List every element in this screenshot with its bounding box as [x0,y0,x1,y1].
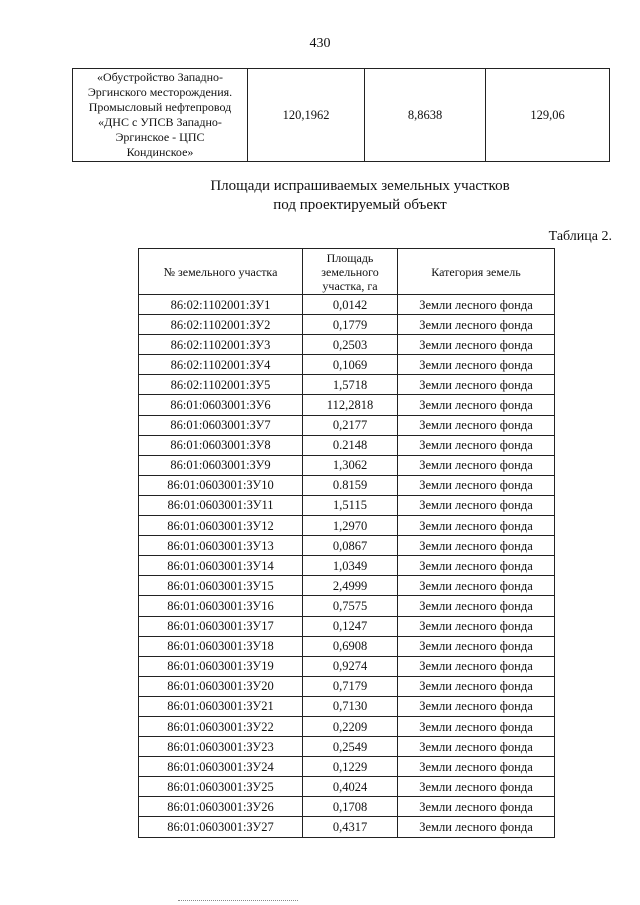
plot-number-cell: 86:01:0603001:ЗУ11 [139,495,303,515]
summary-value-2: 8,8638 [365,69,486,162]
object-name-cell [73,69,248,162]
plot-area-cell: 0,7130 [303,696,398,716]
plot-number-cell: 86:01:0603001:ЗУ16 [139,596,303,616]
summary-value-1: 120,1962 [248,69,365,162]
plot-number-cell: 86:01:0603001:ЗУ20 [139,676,303,696]
table-row [139,455,555,475]
plot-number-cell: 86:02:1102001:ЗУ4 [139,355,303,375]
section-heading [180,177,540,215]
plot-area-cell: 0,7575 [303,596,398,616]
plot-number-cell: 86:02:1102001:ЗУ5 [139,375,303,395]
header-category: Категория земель [398,249,555,295]
table-row [139,315,555,335]
table-row [139,395,555,415]
table-row [139,656,555,676]
table-row [139,696,555,716]
table-body [139,295,555,838]
plot-category-cell: Земли лесного фонда [398,757,555,777]
table-caption: Таблица 2. [548,229,612,244]
page-number: 430 [309,36,331,51]
plot-area-cell: 0.2148 [303,435,398,455]
plot-area-cell: 0,9274 [303,656,398,676]
plot-category-cell: Земли лесного фонда [398,777,555,797]
plot-category-cell: Земли лесного фонда [398,375,555,395]
summary-table [72,68,610,162]
plot-area-cell: 0,4024 [303,777,398,797]
table-row [139,596,555,616]
table-row [139,576,555,596]
plot-number-cell: 86:01:0603001:ЗУ12 [139,516,303,536]
plot-area-cell: 1,5115 [303,495,398,515]
object-name-line: «Обустройство Западно- [96,70,224,84]
plot-category-cell: Земли лесного фонда [398,737,555,757]
plot-category-cell: Земли лесного фонда [398,395,555,415]
table-row [139,757,555,777]
plot-number-cell: 86:02:1102001:ЗУ3 [139,335,303,355]
plot-area-cell: 0,1229 [303,757,398,777]
plot-area-cell: 0,1247 [303,616,398,636]
table-row [139,516,555,536]
plot-area-cell: 0,0867 [303,536,398,556]
table-row [139,335,555,355]
plot-category-cell: Земли лесного фонда [398,656,555,676]
plot-category-cell: Земли лесного фонда [398,636,555,656]
table-header-row [139,249,555,295]
plot-number-cell: 86:01:0603001:ЗУ14 [139,556,303,576]
plot-number-cell: 86:01:0603001:ЗУ15 [139,576,303,596]
header-area-line: земельного [321,264,379,279]
plot-number-cell: 86:01:0603001:ЗУ8 [139,435,303,455]
header-area [303,249,398,295]
plot-number-cell: 86:01:0603001:ЗУ19 [139,656,303,676]
plot-category-cell: Земли лесного фонда [398,556,555,576]
plot-area-cell: 0,6908 [303,636,398,656]
plot-area-cell: 0,1069 [303,355,398,375]
table-row [139,415,555,435]
table-row [139,556,555,576]
plot-number-cell: 86:01:0603001:ЗУ9 [139,455,303,475]
plot-number-cell: 86:01:0603001:ЗУ23 [139,737,303,757]
plot-area-cell: 0,2549 [303,737,398,757]
plot-area-cell: 112,2818 [303,395,398,415]
plot-category-cell: Земли лесного фонда [398,797,555,817]
plot-number-cell: 86:01:0603001:ЗУ7 [139,415,303,435]
table-row [139,737,555,757]
plot-area-cell: 1,3062 [303,455,398,475]
plot-category-cell: Земли лесного фонда [398,435,555,455]
plot-area-cell: 0,1779 [303,315,398,335]
table-row [139,475,555,495]
table-row [139,616,555,636]
object-name-line: Эргинского месторождения. [87,85,233,99]
table-row [139,636,555,656]
table-row [139,295,555,315]
plot-category-cell: Земли лесного фонда [398,616,555,636]
plot-area-cell: 0,0142 [303,295,398,315]
plot-area-cell: 0,1708 [303,797,398,817]
footer-divider [178,900,298,901]
table-row [139,676,555,696]
table-row [139,355,555,375]
plot-category-cell: Земли лесного фонда [398,475,555,495]
table-row [139,375,555,395]
plot-category-cell: Земли лесного фонда [398,696,555,716]
plot-number-cell: 86:01:0603001:ЗУ10 [139,475,303,495]
plot-category-cell: Земли лесного фонда [398,455,555,475]
object-name-line: Промысловый нефтепровод [88,100,232,114]
table-row [139,435,555,455]
plot-number-cell: 86:01:0603001:ЗУ13 [139,536,303,556]
plot-number-cell: 86:01:0603001:ЗУ27 [139,817,303,837]
header-area-line: Площадь [326,250,374,265]
plot-category-cell: Земли лесного фонда [398,355,555,375]
plot-area-cell: 1,2970 [303,516,398,536]
object-name-line: «ДНС с УПСВ Западно- [98,115,222,129]
plot-area-cell: 1,5718 [303,375,398,395]
table-row [139,536,555,556]
table-row [139,797,555,817]
header-plot-number: № земельного участка [139,249,303,295]
plot-category-cell: Земли лесного фонда [398,596,555,616]
plot-number-cell: 86:01:0603001:ЗУ21 [139,696,303,716]
plot-number-cell: 86:02:1102001:ЗУ1 [139,295,303,315]
plot-area-cell: 0,2177 [303,415,398,435]
heading-line-1: Площади испрашиваемых земельных участков [210,178,510,194]
plot-category-cell: Земли лесного фонда [398,315,555,335]
plot-category-cell: Земли лесного фонда [398,335,555,355]
plot-area-cell: 0.8159 [303,475,398,495]
table-row [139,495,555,515]
plot-number-cell: 86:01:0603001:ЗУ22 [139,716,303,736]
plot-number-cell: 86:01:0603001:ЗУ26 [139,797,303,817]
plot-area-cell: 2,4999 [303,576,398,596]
plot-number-cell: 86:01:0603001:ЗУ18 [139,636,303,656]
object-name-line: Эргинское - ЦПС [115,130,205,144]
plot-area-cell: 1,0349 [303,556,398,576]
table-row [139,817,555,837]
plot-category-cell: Земли лесного фонда [398,495,555,515]
table-row [139,716,555,736]
summary-row [73,69,610,162]
summary-value-3: 129,06 [486,69,610,162]
plot-area-cell: 0,4317 [303,817,398,837]
object-name-line: Кондинское» [126,145,194,159]
header-area-line: участка, га [322,278,378,293]
table-row [139,777,555,797]
plot-number-cell: 86:02:1102001:ЗУ2 [139,315,303,335]
plot-category-cell: Земли лесного фонда [398,415,555,435]
plot-category-cell: Земли лесного фонда [398,716,555,736]
plot-number-cell: 86:01:0603001:ЗУ25 [139,777,303,797]
land-plots-table [138,248,555,838]
plot-category-cell: Земли лесного фонда [398,295,555,315]
plot-number-cell: 86:01:0603001:ЗУ24 [139,757,303,777]
plot-number-cell: 86:01:0603001:ЗУ6 [139,395,303,415]
plot-category-cell: Земли лесного фонда [398,536,555,556]
plot-category-cell: Земли лесного фонда [398,516,555,536]
plot-category-cell: Земли лесного фонда [398,676,555,696]
plot-area-cell: 0,2503 [303,335,398,355]
plot-number-cell: 86:01:0603001:ЗУ17 [139,616,303,636]
plot-category-cell: Земли лесного фонда [398,576,555,596]
plot-category-cell: Земли лесного фонда [398,817,555,837]
plot-area-cell: 0,7179 [303,676,398,696]
heading-line-2: под проектируемый объект [273,197,447,213]
plot-area-cell: 0,2209 [303,716,398,736]
